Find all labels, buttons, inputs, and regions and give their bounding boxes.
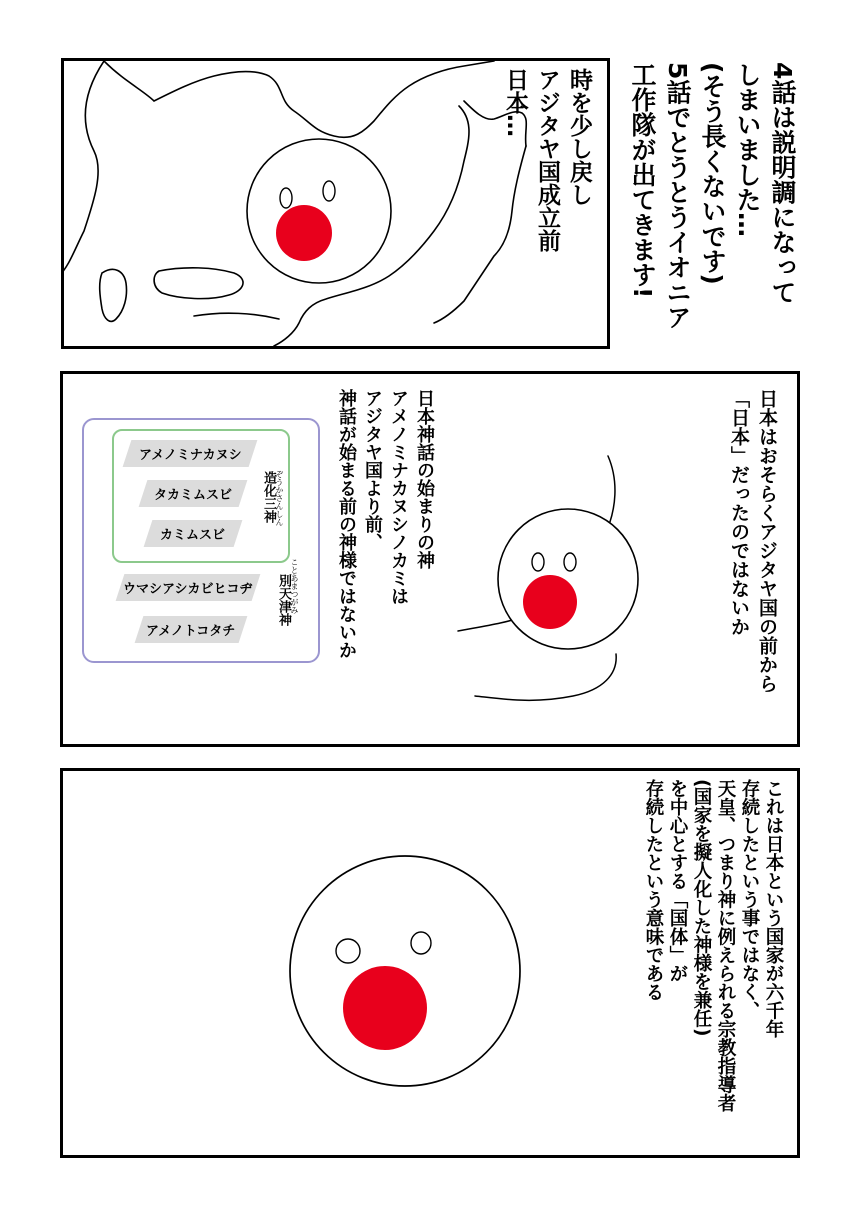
deity-pill: カミムスビ bbox=[144, 520, 243, 547]
panel-3-caption bbox=[641, 779, 785, 1112]
caption-line: 日本… bbox=[502, 68, 528, 137]
caption-line: 日本はおそらくアジタヤ国の前から bbox=[756, 389, 778, 693]
left-eye bbox=[280, 188, 292, 208]
caption-line: 存続したという意味である bbox=[643, 779, 664, 1001]
caption-line: 神話が始まる前の神様ではないか bbox=[336, 389, 357, 659]
kotoamatsukami-ruby: ことあまつがみ bbox=[290, 558, 299, 614]
caption-line: アメノミナカヌシノカミは bbox=[388, 389, 409, 605]
caption-line: (国家を擬人化した神様を兼任) bbox=[691, 779, 712, 1037]
deity-pill: アメノトコタチ bbox=[135, 616, 248, 643]
red-sun-mouth bbox=[343, 966, 427, 1050]
caption-line: 時を少し戻し bbox=[566, 68, 592, 206]
caption-line: 「日本」だったのではないか bbox=[728, 389, 750, 636]
caption-line: アジタヤ国より前、 bbox=[362, 389, 383, 551]
caption-line: を中心とする「国体」が bbox=[667, 779, 688, 983]
narration-top bbox=[625, 62, 800, 329]
right-eye bbox=[564, 553, 576, 571]
caption-line: 存続したという事ではなく、 bbox=[739, 779, 760, 1020]
caption-line: アジタヤ国成立前 bbox=[534, 68, 560, 252]
japan-ball-character bbox=[247, 139, 391, 283]
kotoamatsukami-label: 別天津神 bbox=[276, 574, 291, 626]
narration-line: 4話は説明調になって bbox=[768, 62, 797, 305]
narration-line: しまいました… bbox=[733, 62, 762, 237]
zoka-sanshin-label: 造化三神 bbox=[261, 471, 276, 523]
zoka-sanshin-ruby: ぞうかさんしん bbox=[275, 470, 284, 526]
narration-line: (そう長くないです) bbox=[698, 62, 727, 285]
left-eye bbox=[336, 939, 360, 963]
red-sun-mouth bbox=[523, 575, 577, 629]
caption-line: これは日本という国家が六千年 bbox=[763, 779, 784, 1038]
left-eye bbox=[532, 553, 544, 571]
panel-1 bbox=[61, 58, 610, 349]
narration-line: 工作隊が出てきます! bbox=[628, 62, 657, 299]
deity-pill: ウマシアシカビヒコヂ bbox=[116, 574, 261, 601]
panel-3 bbox=[60, 768, 800, 1158]
red-sun-mouth bbox=[276, 205, 332, 261]
right-eye bbox=[323, 181, 335, 201]
deity-pill: タカミムスビ bbox=[139, 480, 248, 507]
panel-2-caption-right bbox=[725, 389, 781, 693]
japan-ball-character bbox=[498, 509, 638, 649]
deity-pill: アメノミナカヌシ bbox=[123, 440, 258, 467]
panel-2 bbox=[60, 371, 800, 747]
caption-line: 日本神話の始まりの神 bbox=[414, 389, 435, 569]
narration-line: 5話でとうとうイオニア bbox=[663, 62, 692, 330]
caption-line: 天皇、つまり神に例えられる宗教指導者 bbox=[715, 779, 736, 1112]
panel-1-caption bbox=[499, 68, 595, 252]
right-eye bbox=[411, 932, 431, 954]
japan-ball-character bbox=[290, 856, 520, 1086]
panel-2-caption-left bbox=[333, 389, 437, 659]
